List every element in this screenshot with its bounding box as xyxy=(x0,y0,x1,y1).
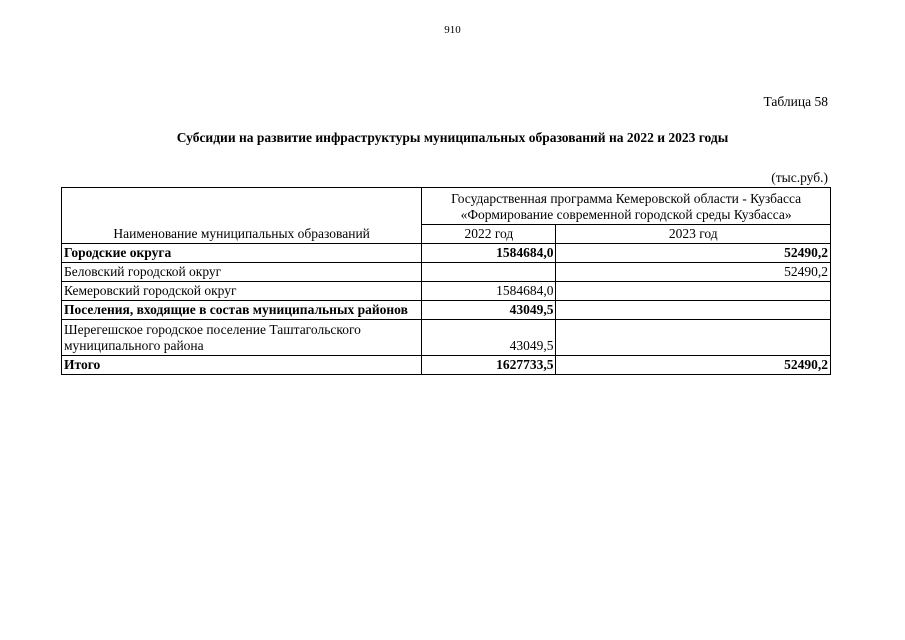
row-name: Итого xyxy=(62,356,422,375)
row-value-2023: 52490,2 xyxy=(556,263,831,282)
row-value-2022 xyxy=(422,263,556,282)
row-value-2023: 52490,2 xyxy=(556,244,831,263)
table-row xyxy=(62,301,831,320)
subsidies-table xyxy=(61,187,831,375)
row-value-2023 xyxy=(556,282,831,301)
table-row xyxy=(62,356,831,375)
row-name: Кемеровский городской округ xyxy=(62,282,422,301)
row-value-2022: 1584684,0 xyxy=(422,244,556,263)
table-row xyxy=(62,244,831,263)
row-value-2022: 1627733,5 xyxy=(422,356,556,375)
row-name: Городские округа xyxy=(62,244,422,263)
row-value-2023 xyxy=(556,301,831,320)
document-title: Субсидии на развитие инфраструктуры муниципальных образований на 2022 и 2023 годы xyxy=(176,130,729,145)
table-label: Таблица 58 xyxy=(763,94,828,109)
row-value-2022: 43049,5 xyxy=(422,320,556,356)
header-program: Государственная программа Кемеровской области - Кузбасса «Формирование современной городской среды Кузбасса» xyxy=(422,188,831,225)
header-name: Наименование муниципальных образований xyxy=(62,188,422,244)
table-row xyxy=(62,282,831,301)
header-year-2022: 2022 год xyxy=(422,225,556,244)
table-row xyxy=(62,263,831,282)
row-value-2022: 1584684,0 xyxy=(422,282,556,301)
row-value-2022: 43049,5 xyxy=(422,301,556,320)
row-name: Поселения, входящие в состав муниципальных районов xyxy=(62,301,422,320)
row-name: Беловский городской округ xyxy=(62,263,422,282)
page-number: 910 xyxy=(444,24,461,36)
table-row xyxy=(62,320,831,356)
row-value-2023 xyxy=(556,320,831,356)
row-name: Шерегешское городское поселение Таштагольского муниципального района xyxy=(62,320,422,356)
units-label: (тыс.руб.) xyxy=(771,170,828,185)
row-value-2023: 52490,2 xyxy=(556,356,831,375)
header-year-2023: 2023 год xyxy=(556,225,831,244)
